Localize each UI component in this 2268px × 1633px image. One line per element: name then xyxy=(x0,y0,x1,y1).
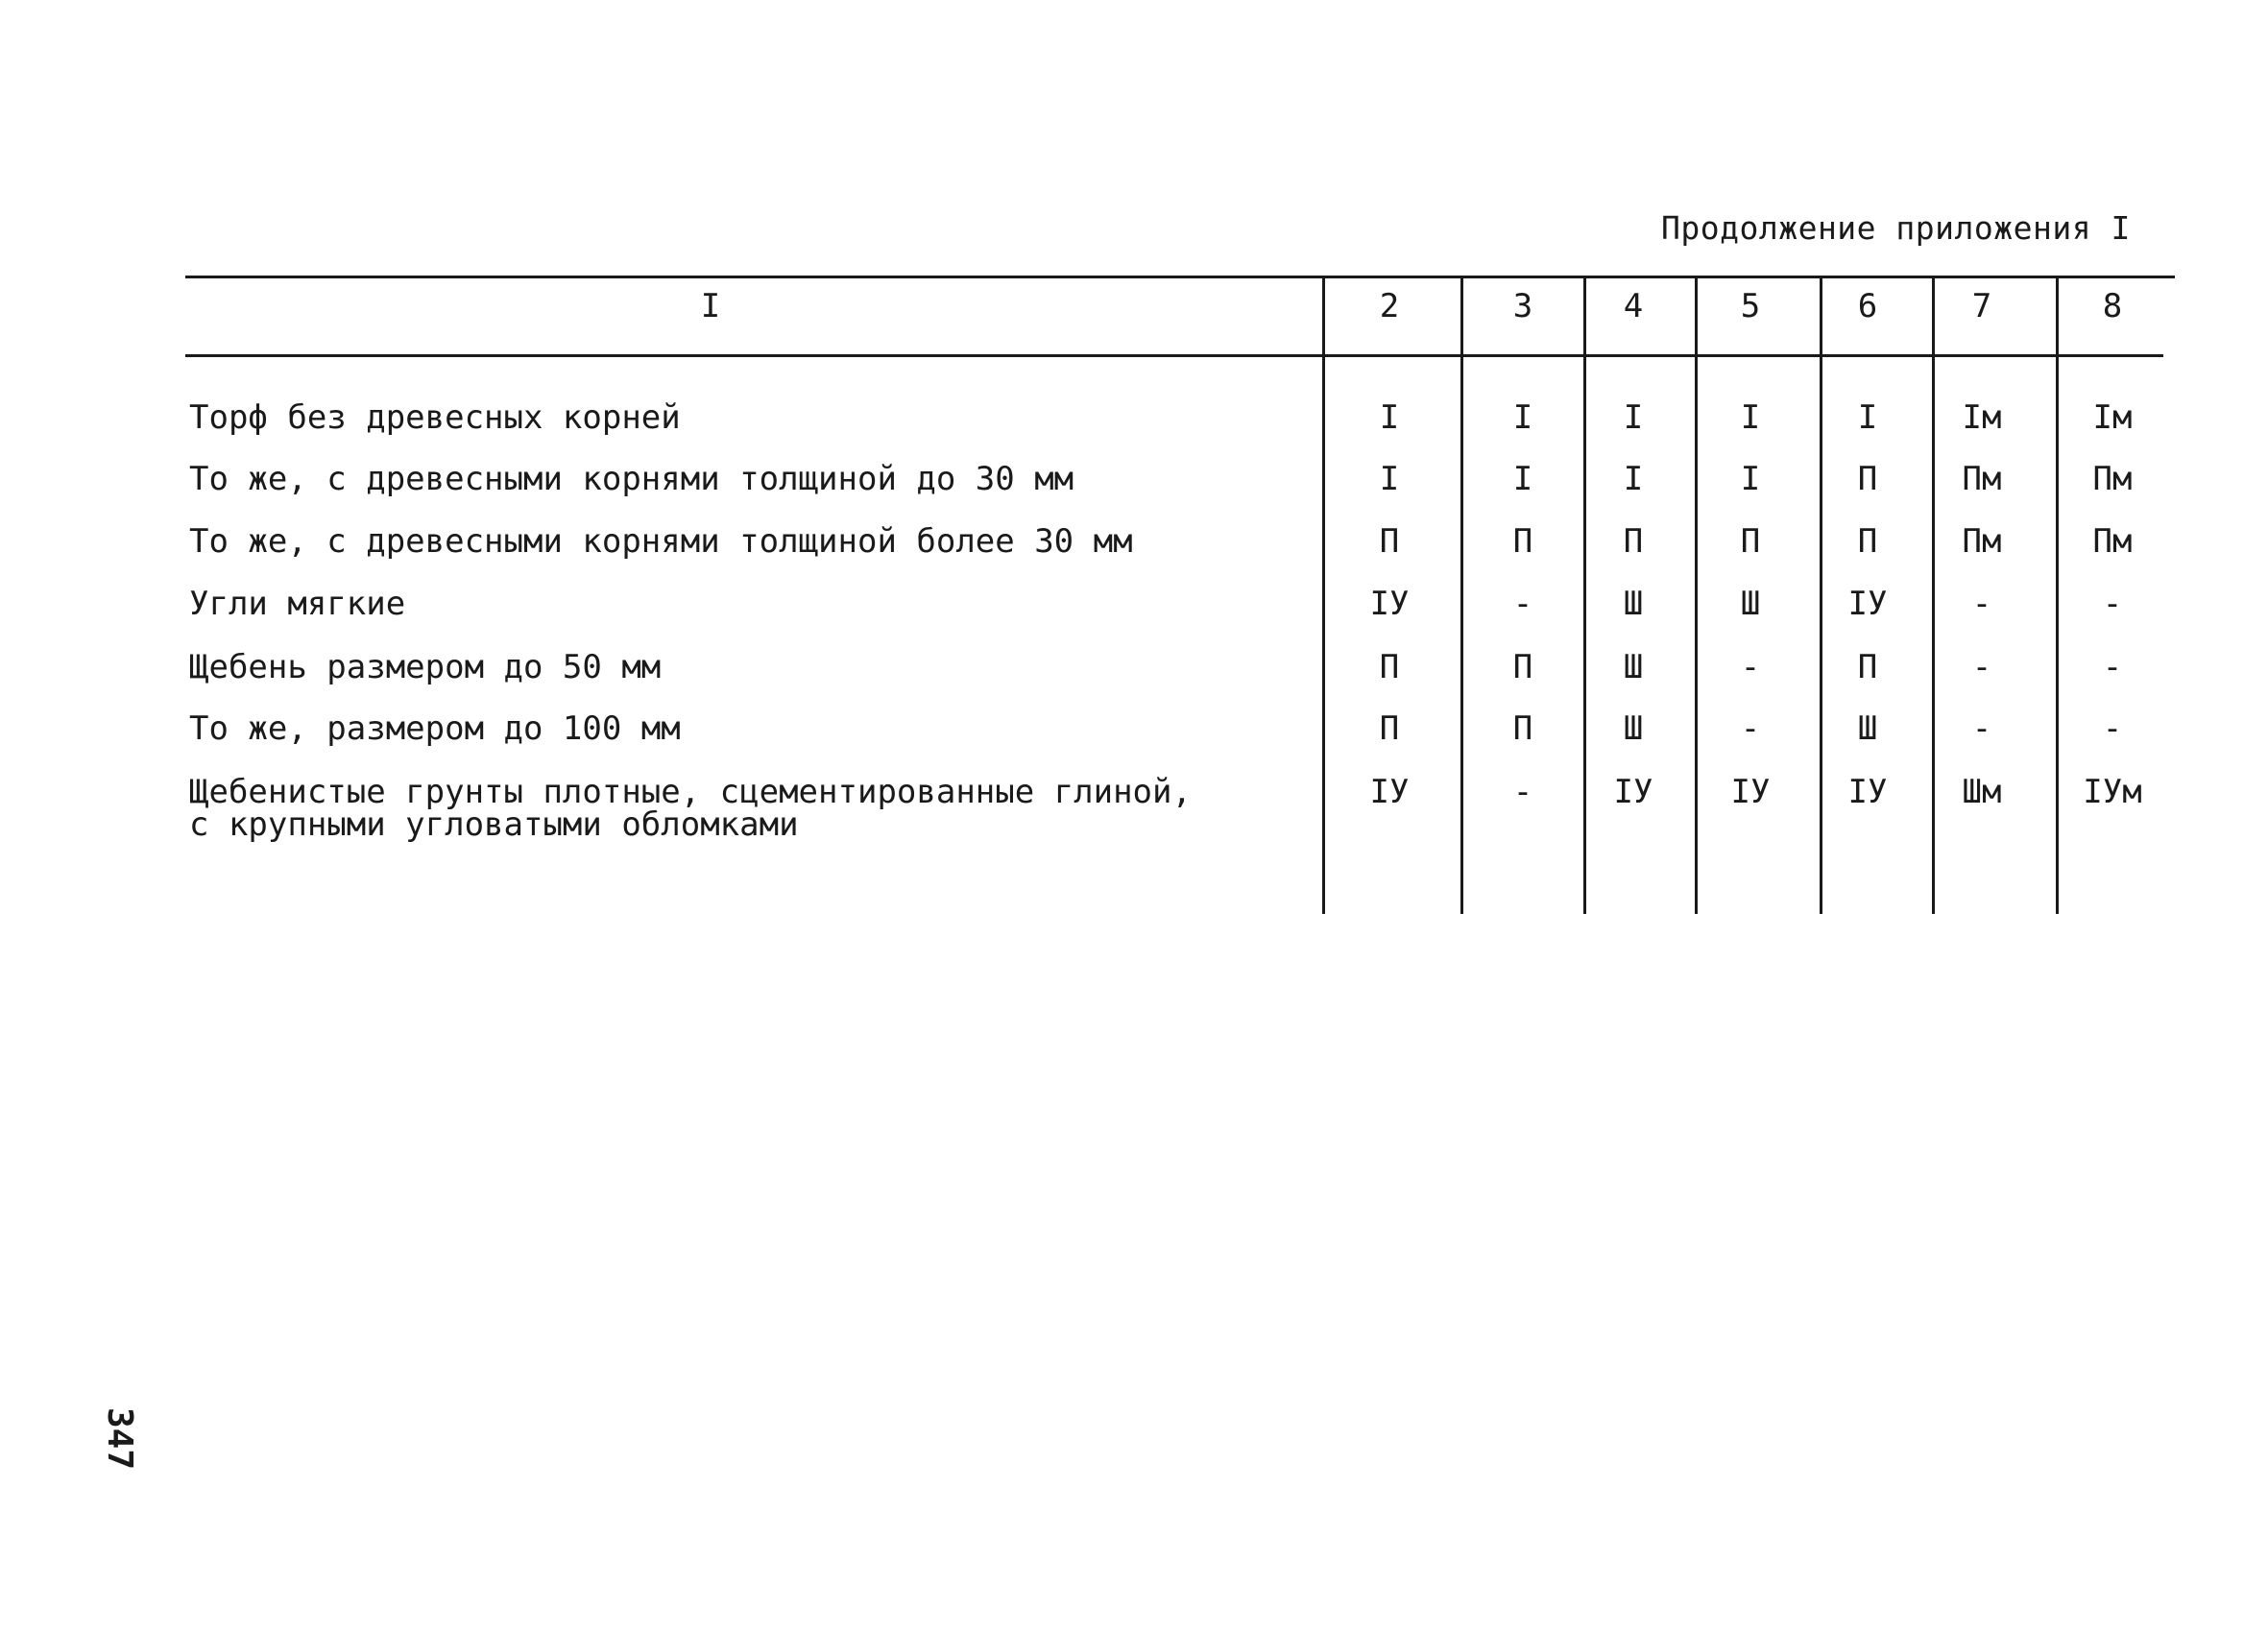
column-divider xyxy=(1583,276,1586,914)
column-header: 5 xyxy=(1740,287,1761,325)
column-header: 2 xyxy=(1379,287,1400,325)
page-number: 347 xyxy=(100,1406,140,1471)
table-cell: - xyxy=(1971,709,1992,748)
column-divider xyxy=(1932,276,1935,914)
table-cell: I xyxy=(1740,398,1761,437)
row-label: То же, размером до 100 мм xyxy=(189,709,681,748)
table-cell: Пм xyxy=(2092,460,2133,498)
table-cell: IУ xyxy=(1847,585,1888,623)
table-cell: П xyxy=(1379,709,1400,748)
table-top-rule xyxy=(185,276,2175,278)
column-header: 4 xyxy=(1623,287,1644,325)
table-cell: Шм xyxy=(1962,773,2002,811)
column-divider xyxy=(1460,276,1463,914)
table-cell: Iм xyxy=(1962,398,2002,437)
row-label: Угли мягкие xyxy=(189,585,406,623)
table-cell: IУ xyxy=(1369,773,1410,811)
table-cell: П xyxy=(1512,648,1533,686)
table-cell: - xyxy=(1971,585,1992,623)
table-cell: I xyxy=(1379,460,1400,498)
table-cell: Ш xyxy=(1740,585,1761,623)
table-cell: - xyxy=(2102,585,2123,623)
column-header: I xyxy=(700,287,721,325)
table-cell: Пм xyxy=(2092,522,2133,561)
table-cell: I xyxy=(1857,398,1878,437)
continuation-caption: Продолжение приложения I xyxy=(1661,209,2131,247)
row-label-continuation: с крупными угловатыми обломками xyxy=(189,805,799,844)
table-cell: - xyxy=(1512,773,1533,811)
table-cell: - xyxy=(1512,585,1533,623)
row-label: Торф без древесных корней xyxy=(189,398,681,437)
table-cell: - xyxy=(2102,648,2123,686)
table-cell: Пм xyxy=(1962,460,2002,498)
table-cell: П xyxy=(1857,460,1878,498)
table-cell: П xyxy=(1512,709,1533,748)
table-cell: Ш xyxy=(1857,709,1878,748)
table-cell: IУ xyxy=(1369,585,1410,623)
column-divider xyxy=(1820,276,1822,914)
row-label: То же, с древесными корнями толщиной более 30 мм xyxy=(189,522,1133,561)
table-cell: Пм xyxy=(1962,522,2002,561)
table-cell: I xyxy=(1379,398,1400,437)
table-cell: I xyxy=(1512,460,1533,498)
row-label: Щебень размером до 50 мм xyxy=(189,648,662,686)
table-cell: - xyxy=(1971,648,1992,686)
column-header: 8 xyxy=(2102,287,2123,325)
table-cell: - xyxy=(1740,648,1761,686)
column-header: 7 xyxy=(1971,287,1992,325)
table-cell: I xyxy=(1512,398,1533,437)
table-cell: I xyxy=(1623,398,1644,437)
column-divider xyxy=(1322,276,1325,914)
column-divider xyxy=(1695,276,1698,914)
table-cell: - xyxy=(1740,709,1761,748)
table-cell: П xyxy=(1857,522,1878,561)
row-label: То же, с древесными корнями толщиной до 30 мм xyxy=(189,460,1074,498)
table-cell: П xyxy=(1740,522,1761,561)
table-cell: П xyxy=(1379,522,1400,561)
table-cell: П xyxy=(1857,648,1878,686)
table-cell: Ш xyxy=(1623,648,1644,686)
table-header-rule xyxy=(185,354,2163,357)
table-cell: Iм xyxy=(2092,398,2133,437)
column-header: 6 xyxy=(1857,287,1878,325)
table-cell: Ш xyxy=(1623,709,1644,748)
table-cell: - xyxy=(2102,709,2123,748)
table-cell: П xyxy=(1623,522,1644,561)
column-divider xyxy=(2056,276,2059,914)
table-cell: IУ xyxy=(1847,773,1888,811)
table-cell: IУм xyxy=(2083,773,2142,811)
column-header: 3 xyxy=(1512,287,1533,325)
table-cell: IУ xyxy=(1613,773,1653,811)
table-cell: П xyxy=(1512,522,1533,561)
table-cell: Ш xyxy=(1623,585,1644,623)
table-cell: IУ xyxy=(1730,773,1771,811)
table-cell: I xyxy=(1740,460,1761,498)
table-cell: I xyxy=(1623,460,1644,498)
row-label: Щебенистые грунты плотные, сцементированные глиной, xyxy=(189,773,1192,811)
table-cell: П xyxy=(1379,648,1400,686)
